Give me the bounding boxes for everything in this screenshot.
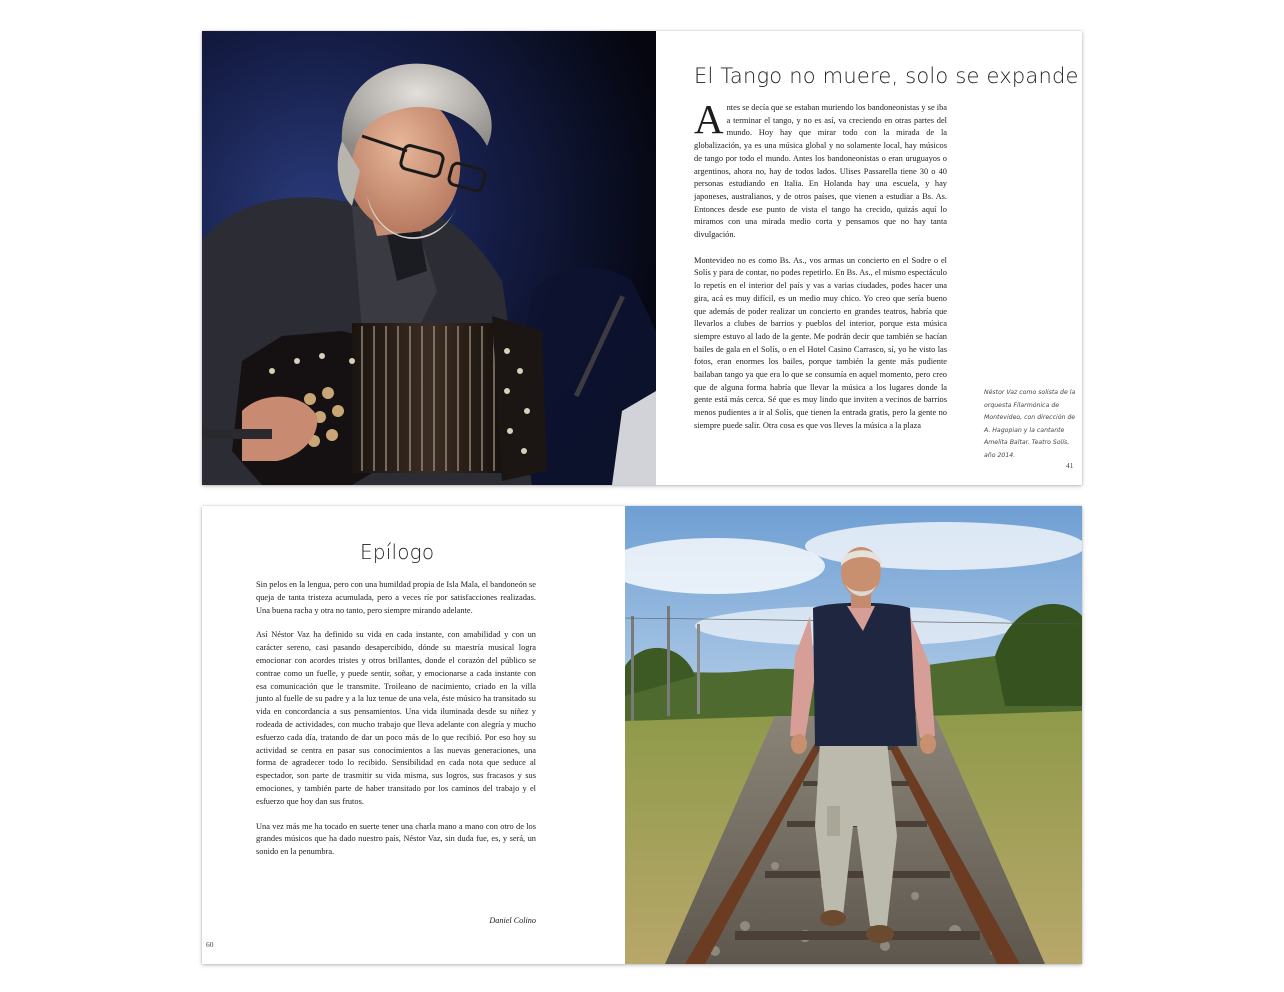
page-number: 41 bbox=[1066, 461, 1074, 470]
epilogue-title: Epílogo bbox=[360, 540, 435, 564]
bandoneon-player-photo bbox=[202, 31, 656, 485]
article-body bbox=[694, 96, 947, 433]
epilogue-body bbox=[256, 579, 536, 859]
man-walking-on-tracks-illustration bbox=[625, 506, 1082, 964]
author-signature: Daniel Colino bbox=[489, 916, 536, 925]
page-41 bbox=[656, 31, 1082, 485]
top-spread bbox=[202, 31, 1082, 485]
page-60 bbox=[202, 506, 625, 964]
chapter-title: El Tango no muere, solo se expande bbox=[694, 64, 1079, 88]
drop-cap: A bbox=[694, 96, 724, 142]
page-number: 60 bbox=[206, 940, 214, 949]
paragraph: Montevideo no es como Bs. As., vos armas un concierto en el Sodre o el Solís y para de contar, no podes repetirlo. En Bs. As., el mismo espectáculo lo repetís en el interior del país y vas a varias ciudades, podes hacer una gira, acá es muy difícil, es un medio muy chico. Yo creo que sería bueno que además de poder realizar un concierto en grandes teatros, habría que llevarlos a clubes de barrios y pueblos del interior, porque esta música siempre estuvo al lado de la gente. Me podrán decir que también se hacían bailes de gala en el Solís, o en el Hotel Casino Carrasco, sí, yo he visto las fotos, eran enormes los bailes, porque también la gente más pudiente bailaban tango ya que era lo que se consumía en aquel momento, pero creo que de alguna forma habría que llevar la música a los lugares donde la gente está más cerca. Sé que es muy lindo que inviten a vecinos de barrios menos pudientes a ir al Solís, que tienen la entrada gratis, pero la gente no siempre puede salir. Otra cosa es que vos lleves la música a la plaza bbox=[694, 255, 947, 430]
railway-portrait-photo bbox=[625, 506, 1082, 964]
paragraph: Así Néstor Vaz ha definido su vida en cada instante, con amabilidad y con un carácter sereno, casi pasando desapercibido, dónde su maestría musical logra emocionar con acordes tristes y otros brillantes, donde el corazón del público se contrae como un fuelle, y puede sentir, soñar, y emocionarse a cada instante con esa comunicación que le transmite. Troileano de nacimiento, criado en la villa junto al fuelle de su padre y a la luz tenue de una vela, éste músico ha transitado su vida en concordancia a sus pensamientos. Una vida iluminada desde su niñez y rodeada de actividades, con mucho trabajo que lleva adelante con alegría y mucho esfuerzo cada día, tratando de dar un poco más de lo que recibió. Por eso hoy su actividad se centra en pasar sus conocimientos a las nuevas generaciones, una forma de agradecer todo lo recibido. Sensibilidad en cada nota que seduce al espectador, son parte de trasmitir su vida misma, sus logros, sus fracasos y sus emociones, y también parte de haber transitado por los caminos del trabajo y el esfuerzo que hoy dan sus frutos. bbox=[256, 630, 536, 806]
bandoneon-player-illustration bbox=[202, 31, 656, 485]
paragraph bbox=[694, 96, 947, 242]
paragraph: Una vez más me ha tocado en suerte tener una charla mano a mano con otro de los grandes músicos que ha dado nuestro país, Néstor Vaz, sin duda fue, es, y será, un sonido en la penumbra. bbox=[256, 821, 536, 857]
bottom-spread bbox=[202, 506, 1082, 964]
paragraph: Sin pelos en la lengua, pero con una humildad propia de Isla Mala, el bandoneón se queja de tanta tristeza acumulada, pero a veces ríe por satisfacciones realizadas. Una buena racha y otra no tanto, pero siempre mirando adelante. bbox=[256, 580, 536, 615]
photo-caption: Néstor Vaz como solista de la orquesta Filarmónica de Montevideo, con dirección de A. Hagopian y la cantante Amelita Baltar. Teatro Solís, año 2014. bbox=[984, 389, 1076, 459]
paragraph-text: ntes se decía que se estaban muriendo los bandoneonistas y se iba a terminar el tango, y no es así, va creciendo en otras partes del mundo. Hoy hay que mirar todo con la mirada de la globalización, ya es una música global y no solamente local, hay músicos de tango por todo el mundo. Antes los bandoneonistas o eran uruguayos o argentinos, ahora no, hay de todos lados. Ulises Passarella tiene 30 o 40 personas estudiando en Italia. En Holanda hay una escuela, y hay japoneses, australianos, y de otros países, que vienen a estudiar a Bs. As. Entonces desde ese punto de vista el tango ha crecido, quizás aquí lo miramos con una mirada medio corta y pensamos que no hay tanta divulgación. bbox=[694, 103, 947, 240]
